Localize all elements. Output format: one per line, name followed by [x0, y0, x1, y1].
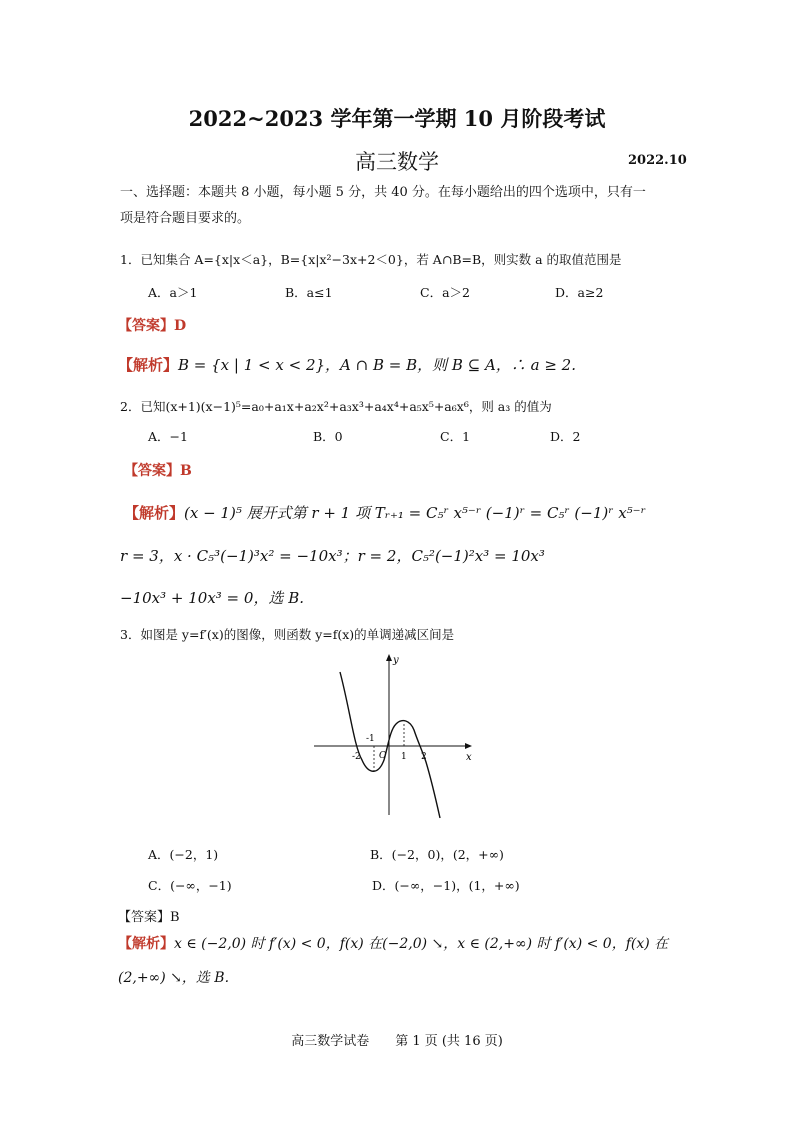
y-axis-arrow	[386, 654, 392, 661]
q1-option-a: A．a＞1	[148, 285, 198, 300]
q2-solution-line-3: −10x³ + 10x³ = 0，选 B.	[120, 589, 304, 607]
q2-solution-line-1	[124, 502, 646, 523]
tick-label-neg1: -1	[366, 734, 375, 744]
y-axis-label: y	[393, 655, 399, 666]
q2-solution-line-2: r = 3，x · C₅³(−1)³x² = −10x³；r = 2，C₅²(−1)²x³ = 10x³	[120, 547, 545, 565]
section-line-2: 项是符合题目要求的。	[120, 211, 251, 226]
q3-option-a: A．(−2，1)	[148, 847, 219, 862]
q1-solution-tag: 【解析】	[118, 356, 179, 374]
q2-option-c: C．1	[440, 429, 471, 444]
q2-solution-text-1: (x − 1)⁵ 展开式第 r + 1 项 Tᵣ₊₁ = C₅ʳ x⁵⁻ʳ (−1)ʳ = C₅ʳ (−1)ʳ x⁵⁻ʳ	[184, 504, 646, 522]
q1-stem: 1．已知集合 A={x|x＜a}，B={x|x²−3x+2＜0}，若 A∩B=B，则实数 a 的取值范围是	[120, 252, 622, 267]
origin-label: O	[379, 751, 387, 761]
derivative-curve	[340, 672, 440, 818]
q2-option-b: B．0	[313, 429, 343, 444]
q1-option-d: D．a≥2	[555, 285, 604, 300]
q3-option-d: D．(−∞，−1)，(1，+∞)	[372, 878, 520, 893]
q1-answer: 【答案】D	[118, 318, 187, 334]
q1-option-b: B．a≤1	[285, 285, 333, 300]
q3-answer: 【答案】B	[118, 910, 180, 925]
x-axis-label: x	[466, 752, 472, 763]
page-title: 2022~2023 学年第一学期 10 月阶段考试	[188, 106, 606, 131]
tick-label-1: 1	[401, 752, 407, 762]
exam-date: 2022.10	[628, 153, 687, 168]
q3-solution-line-2: (2,+∞) ↘，选 B.	[118, 970, 230, 986]
tick-label-2: 2	[421, 752, 427, 762]
q3-option-c: C．(−∞，−1)	[148, 878, 232, 893]
page-footer: 高三数学试卷 第 1 页 (共 16 页)	[291, 1034, 503, 1049]
section-line-1: 一、选择题：本题共 8 小题，每小题 5 分，共 40 分。在每小题给出的四个选项中，只有一	[120, 185, 646, 200]
q1-option-c: C．a＞2	[420, 285, 470, 300]
q2-option-d: D．2	[550, 429, 581, 444]
q3-solution-tag: 【解析】	[118, 936, 174, 952]
x-axis-arrow	[465, 743, 472, 749]
section-heading	[120, 180, 680, 232]
q2-option-a: A．−1	[148, 429, 188, 444]
q3-solution-text-1: x ∈ (−2,0) 时 f′(x) < 0，f(x) 在(−2,0) ↘，x ∈ (2,+∞) 时 f′(x) < 0，f(x) 在	[174, 936, 669, 952]
q3-solution-line-1	[118, 933, 668, 953]
q3-stem: 3．如图是 y=f′(x)的图像，则函数 y=f(x)的单调递减区间是	[120, 627, 455, 642]
q2-solution-tag: 【解析】	[124, 504, 185, 522]
derivative-graph	[300, 650, 480, 825]
q1-solution-text: B = {x | 1 < x < 2}，A ∩ B = B，则 B ⊆ A，∴ a ≥ 2.	[178, 356, 576, 374]
q3-option-b: B．(−2，0)，(2，+∞)	[370, 847, 504, 862]
q2-answer: 【答案】B	[124, 463, 192, 479]
q1-solution	[118, 354, 576, 375]
q2-stem: 2．已知(x+1)(x−1)⁵=a₀+a₁x+a₂x²+a₃x³+a₄x⁴+a₅x⁵+a₆x⁶，则 a₃ 的值为	[120, 399, 552, 414]
tick-label-neg2: -2	[352, 752, 361, 762]
subject-title: 高三数学	[355, 150, 439, 174]
